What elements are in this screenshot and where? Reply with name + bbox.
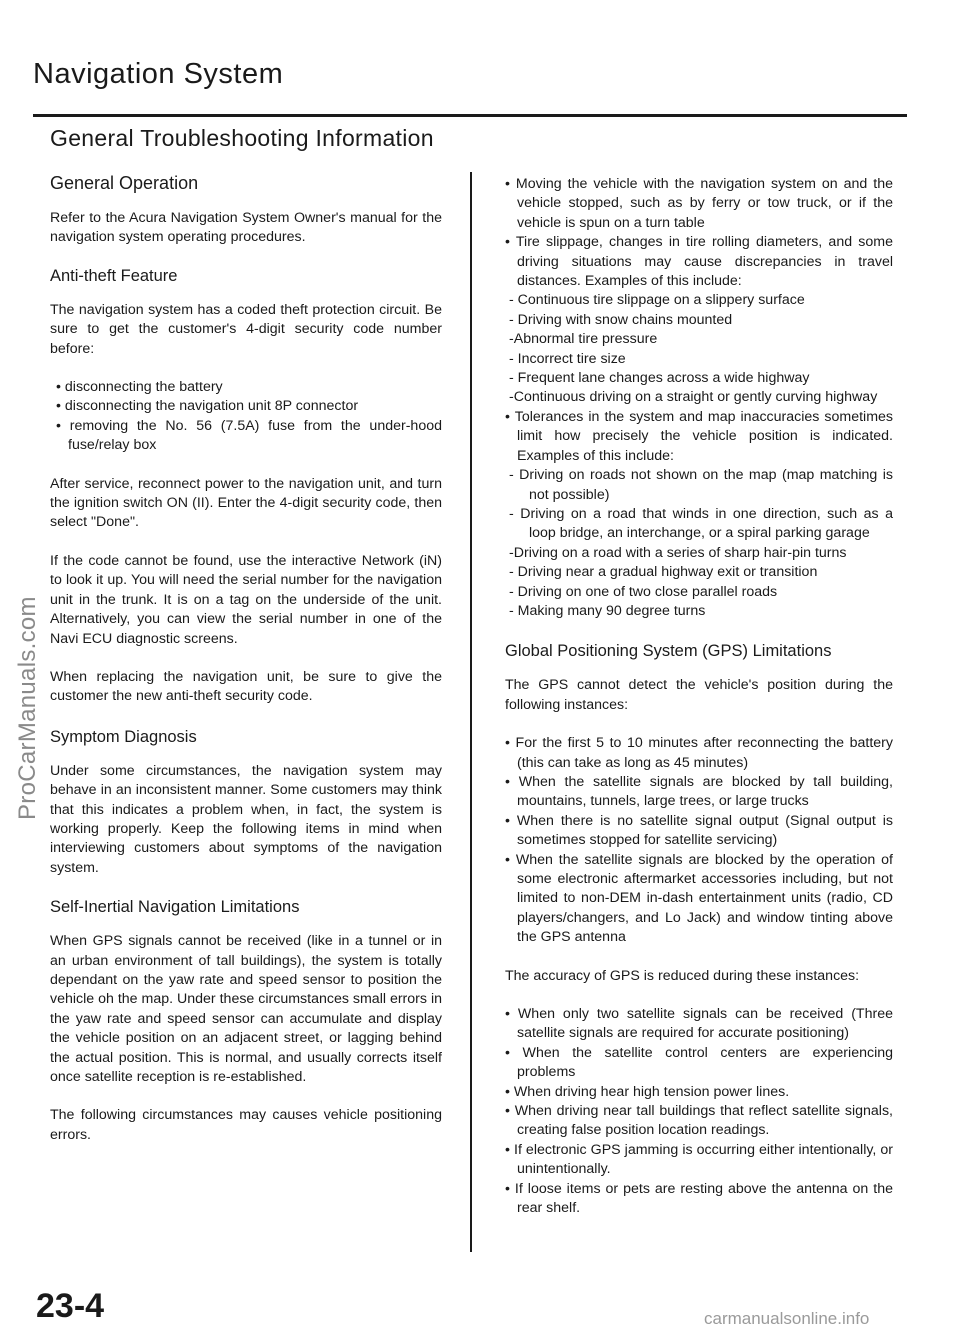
list-item: • When there is no satellite signal output (Signal output is sometimes stopped for satellite servicing) xyxy=(505,812,893,849)
list-item: - Driving on one of two close parallel roads xyxy=(509,583,778,600)
general-operation-text: Refer to the Acura Navigation System Owner's manual for the navigation system operating procedures. xyxy=(50,210,442,246)
general-operation-heading: General Operation xyxy=(50,173,199,193)
list-item: -Abnormal tire pressure xyxy=(509,331,658,348)
list-item: • When only two satellite signals can be received (Three satellite signals are required for accurate positioning) xyxy=(505,1006,893,1042)
list-item: • disconnecting the battery xyxy=(56,379,223,396)
tolerance-examples-list xyxy=(505,466,893,621)
list-item: - Driving near a gradual highway exit or transition xyxy=(509,564,818,581)
list-item: • removing the No. 56 (7.5A) fuse from the under-hood fuse/relay box xyxy=(56,417,442,454)
left-column xyxy=(50,172,442,1145)
replacing-unit-text: When replacing the navigation unit, be sure to give the customer the new anti-theft security code. xyxy=(50,668,442,705)
watermark-text: ProCarManuals.com xyxy=(14,596,41,820)
list-item: • When driving hear high tension power lines. xyxy=(505,1083,790,1100)
gps-intro: The GPS cannot detect the vehicle's position during the following instances: xyxy=(505,677,893,713)
list-item: • Tire slippage, changes in tire rolling diameters, and some driving situations may cause discrepancies in travel distances. Examples of this include: xyxy=(505,234,893,290)
gps-accuracy-text: The accuracy of GPS is reduced during these instances: xyxy=(505,967,860,984)
list-item: • If loose items or pets are resting above the antenna on the rear shelf. xyxy=(505,1180,893,1217)
list-item: - Making many 90 degree turns xyxy=(509,602,706,619)
gps-accuracy-list xyxy=(505,1005,893,1218)
list-item: • When the satellite signals are blocked by the operation of some electronic aftermarket accessories including, but not limited to non-DEM in-dash entertainment units (radio, CD players/changers, and Lo Jack) and window tinting above the GPS antenna xyxy=(505,851,893,946)
right-column xyxy=(505,175,893,1219)
title-rule xyxy=(33,114,907,117)
self-inertial-heading: Self-Inertial Navigation Limitations xyxy=(50,898,300,917)
list-item: • For the first 5 to 10 minutes after reconnecting the battery (this can take as long as 45 minutes) xyxy=(505,735,893,771)
gps-instances-list xyxy=(505,734,893,947)
tire-examples-list xyxy=(505,291,893,407)
section-title: General Troubleshooting Information xyxy=(50,125,434,151)
column-divider xyxy=(470,172,472,1252)
page-title: Navigation System xyxy=(33,58,284,90)
list-item: • When the satellite control centers are experiencing problems xyxy=(505,1044,893,1081)
list-item: -Driving on a road with a series of sharp hair-pin turns xyxy=(509,544,847,561)
page-number: 23-4 xyxy=(36,1287,105,1325)
symptom-text: Under some circumstances, the navigation system may behave in an inconsistent manner. Some customers may think that this indicates a problem when, in fact, the system is working properly. Keep the following items in mind when interviewing customers about symptoms of the navigation system. xyxy=(50,762,442,876)
list-item: • Tolerances in the system and map inaccuracies sometimes limit how precisely the vehicle position is indicated. Examples of this include: xyxy=(505,408,893,464)
list-item: • Moving the vehicle with the navigation system on and the vehicle stopped, such as by ferry or tow truck, or if the vehicle is spun on a turn table xyxy=(505,176,893,231)
footer-site: carmanualsonline.info xyxy=(704,1309,870,1328)
list-item: -Continuous driving on a straight or gently curving highway xyxy=(509,389,878,406)
list-item: • When driving near tall buildings that reflect satellite signals, creating false position location readings. xyxy=(505,1103,893,1139)
list-item: - Driving with snow chains mounted xyxy=(509,311,733,328)
anti-theft-intro: The navigation system has a coded theft protection circuit. Be sure to get the customer's 4-digit security code number before: xyxy=(50,301,442,357)
anti-theft-list xyxy=(50,378,442,456)
list-item: • When the satellite signals are blocked by tall building, mountains, tunnels, large trees, or large trucks xyxy=(505,773,893,810)
list-item: - Incorrect tire size xyxy=(509,350,626,367)
gps-heading: Global Positioning System (GPS) Limitations xyxy=(505,642,832,661)
anti-theft-heading: Anti-theft Feature xyxy=(50,266,178,285)
positioning-causes-list xyxy=(505,175,893,291)
list-item: - Frequent lane changes across a wide highway xyxy=(509,370,810,387)
self-inertial-text: When GPS signals cannot be received (like in a tunnel or in an urban environment of tall buildings), the system is totally dependant on the yaw rate and speed sensor to position the vehicle oh the map. Under these circumstances small errors in the yaw rate and speed sensor can accumulate and display the vehicle position on an adjacent street, or lagging behind the actual position. This is normal, and usually corrects itself once satellite reception is re-established. xyxy=(50,933,442,1085)
list-item: - Continuous tire slippage on a slippery surface xyxy=(509,292,805,309)
code-not-found-text: If the code cannot be found, use the interactive Network (iN) to look it up. You will need the serial number for the navigation unit in the trunk. It is on a tag on the underside of the unit. Alternatively, you can view the serial number in one of the Navi ECU diagnostic screens. xyxy=(50,552,442,647)
following-circumstances-text: The following circumstances may causes vehicle positioning errors. xyxy=(50,1107,442,1143)
list-item: • If electronic GPS jamming is occurring either intentionally, or unintentionally. xyxy=(505,1141,893,1178)
list-item: - Driving on a road that winds in one direction, such as a loop bridge, an interchange, or a spiral parking garage xyxy=(509,505,893,542)
list-item: - Driving on roads not shown on the map (map matching is not possible) xyxy=(509,467,893,503)
after-service-text: After service, reconnect power to the navigation unit, and turn the ignition switch ON (II). Enter the 4-digit security code, then select "Done". xyxy=(50,475,442,531)
tolerances-list xyxy=(505,408,893,466)
symptom-heading: Symptom Diagnosis xyxy=(50,727,197,746)
watermark xyxy=(14,480,46,820)
list-item: • disconnecting the navigation unit 8P connector xyxy=(56,398,359,415)
